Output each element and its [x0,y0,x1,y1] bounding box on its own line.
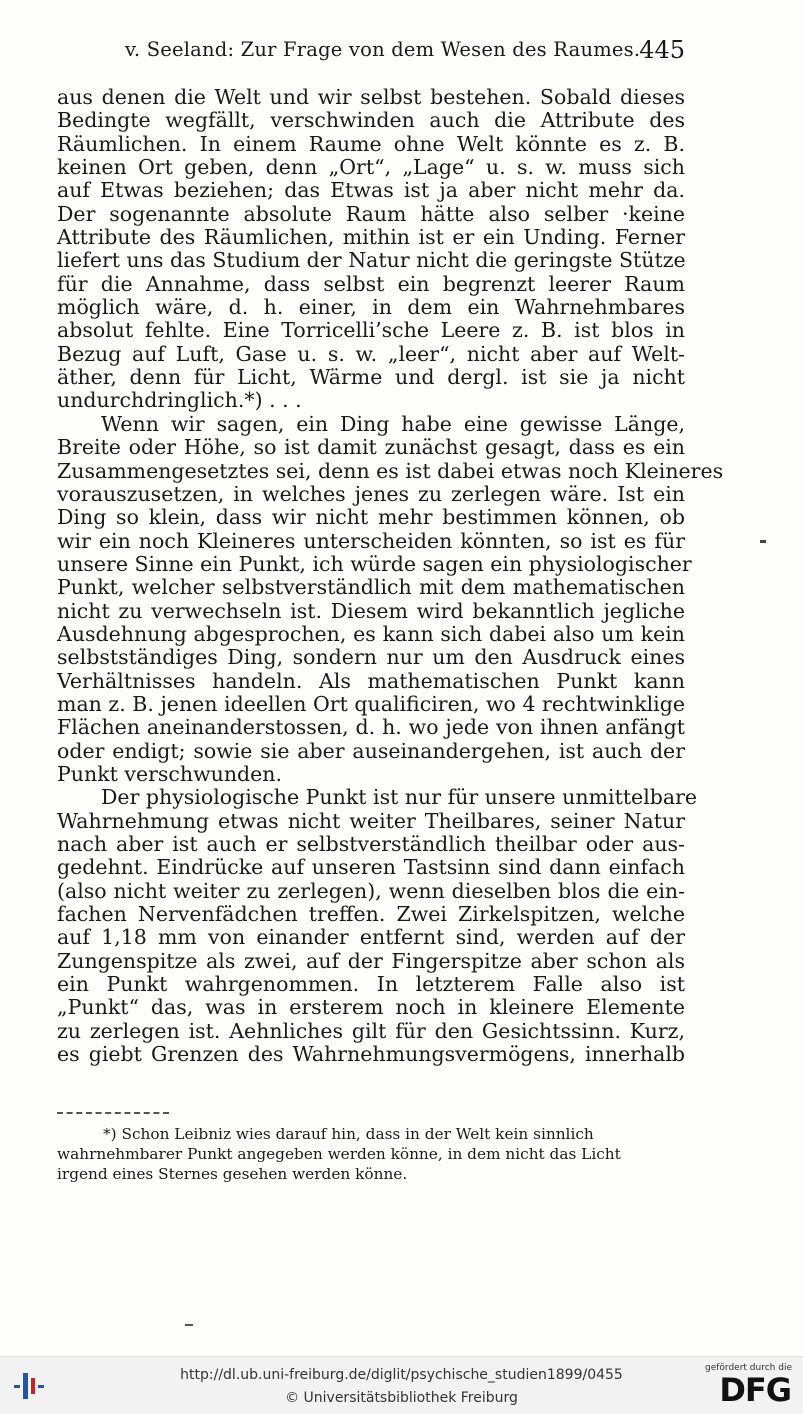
dfg-funding-badge [705,1363,791,1409]
text-line: Flächen aneinanderstossen, d. h. wo jede von ihnen anfängt [57,715,685,740]
text-line: Der physiologische Punkt ist nur für unsere unmittelbare [101,785,698,810]
text-line: keinen Ort geben, denn „Ort“, „Lage“ u. s. w. muss sich [57,155,685,180]
text-line: auf Etwas beziehen; das Etwas ist ja aber nicht mehr da. [57,178,685,203]
text-line: für die Annahme, dass selbst ein begrenzt leerer Raum [57,271,685,296]
text-line: nach aber ist auch er selbstverständlich theilbar oder aus- [57,832,685,856]
text-line: Zungenspitze als zwei, auf der Fingerspitze aber schon als [57,948,685,973]
text-line: oder endigt; sowie sie aber auseinandergehen, ist auch der [57,738,685,763]
running-head: v. Seeland: Zur Frage von dem Wesen des Raumes. [125,38,641,61]
text-line: aus denen die Welt und wir selbst bestehen. Sobald dieses [57,85,685,109]
text-line: ein Punkt wahrgenommen. In letzterem Falle also ist [57,972,685,997]
paragraph-3 [57,785,698,1067]
text-line: Punkt verschwunden. [57,761,283,786]
text-line: Wahrnehmung etwas nicht weiter Theilbares, seiner Natur [57,808,685,833]
footnote-divider [57,1112,169,1114]
text-line: gedehnt. Eindrücke auf unseren Tastsinn sind dann einfach [57,855,685,880]
scan-speck [185,1324,193,1326]
permalink-url[interactable]: http://dl.ub.uni-freiburg.de/diglit/psychische_studien1899/0455 [180,1367,623,1383]
dfg-logo: DFG [719,1371,791,1409]
copyright-notice: © Universitätsbibliothek Freiburg [285,1390,518,1406]
text-line: Der sogenannte absolute Raum hätte also selber ·keine [57,201,685,226]
text-line: Zusammengesetztes sei, denn es ist dabei etwas noch Kleineres [57,458,724,483]
text-line: fachen Nervenfädchen treffen. Zwei Zirkelspitzen, welche [57,902,685,927]
text-line: äther, denn für Licht, Wärme und dergl. ist sie ja nicht [57,365,685,390]
paragraph-2 [57,411,724,787]
dfg-caption: gefördert durch die [705,1363,792,1373]
text-line: „Punkt“ das, was in ersterem noch in kleinere Elemente [57,995,685,1020]
text-line: liefert uns das Studium der Natur nicht die geringste Stütze [57,248,686,273]
footnote [57,1124,687,1184]
viewer-footer [0,1356,803,1414]
text-line: nicht zu verwechseln ist. Diesem wird bekanntlich jegliche [57,598,685,623]
text-line: selbstständiges Ding, sondern nur um den Ausdruck eines [57,645,685,670]
text-line: Attribute des Räumlichen, mithin ist er ein Unding. Ferner [57,225,685,250]
footnote-line: irgend eines Sternes gesehen werden könne. [57,1165,408,1183]
text-line: Breite oder Höhe, so ist damit zunächst gesagt, dass es ein [57,435,685,460]
text-line: es giebt Grenzen des Wahrnehmungsvermögens, innerhalb [57,1042,685,1067]
text-line: möglich wäre, d. h. einer, in dem ein Wahrnehmbares [57,295,685,320]
text-line: Bezug auf Luft, Gase u. s. w. „leer“, nicht aber auf Welt- [57,341,685,366]
paragraph-1 [57,86,685,413]
text-line: auf 1,18 mm von einander entfernt sind, werden auf der [57,925,685,950]
text-line: unsere Sinne ein Punkt, ich würde sagen ein physiologischer [57,551,692,576]
footnote-line: wahrnehmbarer Punkt angegeben werden könne, in dem nicht das Licht [57,1145,621,1163]
text-line: Bedingte wegfällt, verschwinden auch die Attribute des [57,108,685,133]
text-line: Räumlichen. In einem Raume ohne Welt könnte es z. B. [57,131,685,156]
footnote-line: *) Schon Leibniz wies darauf hin, dass in der Welt kein sinnlich [103,1125,594,1143]
text-line: undurchdringlich.*) . . . [57,388,302,413]
body-text [57,85,724,1067]
text-line: Wenn wir sagen, ein Ding habe eine gewisse Länge, [101,411,685,436]
text-line: Ausdehnung abgesprochen, es kann sich dabei also um kein [57,621,685,646]
text-line: wir ein noch Kleineres unterscheiden könnten, so ist es für [57,528,685,553]
text-line: Ding so klein, dass wir nicht mehr bestimmen können, ob [57,505,685,530]
page-number: 445 [639,36,685,64]
text-line: zu zerlegen ist. Aehnliches gilt für den Gesichtssinn. Kurz, [57,1018,685,1043]
text-line: vorauszusetzen, in welches jenes zu zerlegen wäre. Ist ein [57,481,685,506]
text-line: absolut fehlte. Eine Torricelli’sche Leere z. B. ist blos in [57,318,685,343]
scan-speck [760,540,766,543]
page-header [57,38,685,72]
text-line: Punkt, welcher selbstverständlich mit dem mathematischen [57,575,685,600]
text-line: (also nicht weiter zu zerlegen), wenn dieselben blos die ein- [57,878,685,903]
text-line: Verhältnisses handeln. Als mathematischen Punkt kann [57,668,685,693]
text-line: man z. B. jenen ideellen Ort qualificiren, wo 4 rechtwinklige [57,691,685,716]
